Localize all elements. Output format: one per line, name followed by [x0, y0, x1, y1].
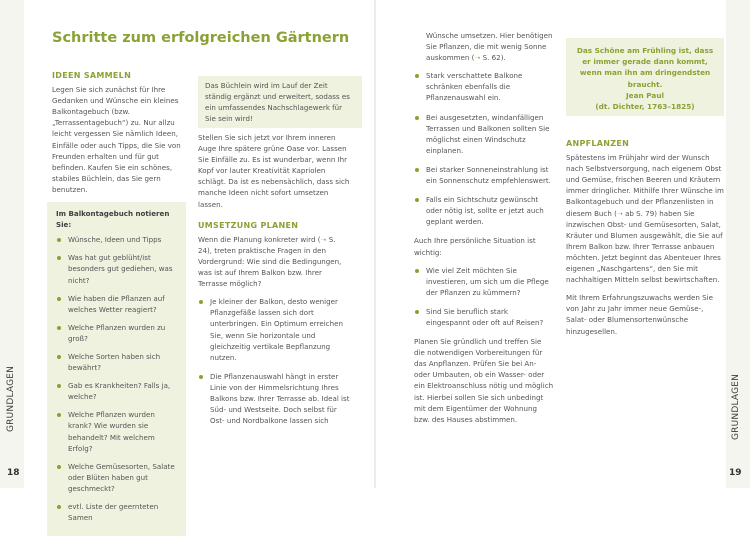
arrow-right-icon: ➝ [616, 208, 626, 218]
right-column-2 [566, 138, 724, 344]
right-column-1 [414, 30, 554, 432]
list-item: Falls ein Sichtschutz gewünscht oder nötig ist, sollte er jetzt auch geplant werden. [414, 194, 554, 227]
anpflanzen-paragraph-2: Mit Ihrem Erfahrungszuwachs werden Sie von Jahr zu Jahr immer neue Gemüse-, Salat- oder Blumensortenwünsche hinzugesellen. [566, 293, 713, 336]
quote-text: Das Schöne am Frühling ist, dass er immer gerade dann kommt, wenn man ihn am dringendsten braucht. [576, 46, 714, 89]
quote-box [566, 38, 724, 116]
list-item: Sind Sie beruflich stark eingespannt oder oft auf Reisen? [414, 306, 554, 328]
continuation-text [414, 30, 554, 63]
anpflanzen-paragraph-1 [566, 152, 724, 285]
anpflanzen-text-start: Spätestens im Frühjahr wird der Wunsch nach Selbstversorgung, nach eigenem Obst und Gemüse, frischen Beeren und Kräutern immer dringlicher. Mithilfe Ihrer Wünsche im Balkontagebuch und der Pflanzenlisten in diesem Buch ( [566, 153, 724, 218]
list-item: Welche Gemüsesorten, Salate oder Blüten haben gut geschmeckt? [56, 461, 178, 494]
anpflanzen-heading: ANPFLANZEN [566, 139, 630, 148]
umsetzung-text-start: Wenn die Planung konkreter wird ( [198, 234, 321, 244]
quote-author-note: (dt. Dichter, 1763–1825) [595, 102, 695, 112]
ideen-heading: IDEEN SAMMELN [52, 71, 132, 80]
ideen-paragraph: Legen Sie sich zunächst für Ihre Gedanken und Wünsche ein kleines Balkontagebuch (bzw. „Terrassentagebuch“) zu. Nur allzu leicht vergessen Sie nämlich Ideen, Einfälle oder auch Tipps, die Sie von Freunden erhalten und für gut befinden. Kaufen Sie ein schönes, stabiles Büchlein, das Sie gern benutzen. [52, 85, 181, 194]
closing-paragraph: Planen Sie gründlich und treffen Sie die notwendigen Vorbereitungen für das Anpflanzen. Prüfen Sie bei An- oder Umbauten, ob ein Wasser- oder ein Elektroanschluss nötig und möglich ist. Hierbei sollen Sie sich unbedingt mit dem Eigentümer der Wohnung bzw. des Hauses abstimmen. [414, 337, 554, 424]
list-item: Wünsche, Ideen und Tipps [56, 234, 178, 245]
tagebuch-list-box [47, 202, 186, 536]
list-item: Wie viel Zeit möchten Sie investieren, um sich um die Pflege der Pflanzen zu kümmern? [414, 265, 554, 298]
mid-paragraph: Stellen Sie sich jetzt vor Ihrem inneren Auge Ihre spätere grüne Oase vor. Lassen Sie Einfälle zu. Es ist wunderbar, wenn Ihr Kopf vor lauter Kreativität Kapriolen schlägt. Da ist es nebensächlich, dass sich manche Ideen nicht sofort umsetzen lassen. [198, 133, 350, 209]
quote-author: Jean Paul [625, 90, 665, 100]
left-section-label: GRUNDLAGEN [6, 365, 16, 432]
list-item: evtl. Liste der geernteten Samen [56, 501, 178, 523]
right-page-number: 19 [729, 468, 742, 478]
list-item: Bei starker Sonneneinstrahlung ist ein Sonnenschutz empfehlenswert. [414, 164, 554, 186]
list-item: Je kleiner der Balkon, desto weniger Pflanzgefäße lassen sich dort unterbringen. Ein Optimum erreichen Sie, wenn Sie horizontale und gleichzeitig vertikale Bepflanzung nutzen. [198, 296, 350, 363]
list-item: Gab es Krankheiten? Falls ja, welche? [56, 380, 178, 402]
umsetzung-text-end: ), treten praktische Fragen in den Vordergrund: Wie sind die Bedingungen, was ist auf Ihrem Balkon bzw. Ihrer Terrasse möglich? [198, 245, 342, 289]
list-item: Wie haben die Pflanzen auf welches Wetter reagiert? [56, 293, 178, 315]
list-item: Welche Sorten haben sich bewährt? [56, 351, 178, 373]
left-column-2 [198, 132, 350, 434]
list-item: Die Pflanzenauswahl hängt in erster Linie von der Himmelsrichtung Ihres Balkons bzw. Ihrer Terrasse ab. Ideal ist Süd- und Westseite. Doch selbst für Ost- und Nordbalkone lassen sich [198, 371, 350, 426]
umsetzung-paragraph [198, 234, 350, 289]
continuation-text-end: ). [500, 53, 506, 63]
list-item: Stark verschattete Balkone schränken ebenfalls die Pflanzenauswahl ein. [414, 70, 554, 103]
list-item: Welche Pflanzen wurden zu groß? [56, 322, 178, 344]
right-section-label: GRUNDLAGEN [731, 373, 741, 440]
page-gutter [374, 0, 376, 488]
left-page-number: 18 [7, 468, 20, 478]
arrow-right-icon: ➝ [320, 234, 329, 244]
list-item: Bei ausgesetzten, windanfälligen Terrassen und Balkonen sollten Sie möglichst einen Windschutz einplanen. [414, 112, 554, 156]
page-reference: S. 62 [482, 53, 501, 63]
page-headline: Schritte zum erfolgreichen Gärtnern [52, 30, 350, 46]
situation-list [414, 265, 554, 328]
note-text: Das Büchlein wird im Lauf der Zeit ständig ergänzt und erweitert, sodass es ein umfassendes Nachschlagewerk für Sie sein wird! [205, 81, 350, 124]
note-box [198, 76, 362, 128]
page-reference: S. 24 [198, 234, 336, 255]
continuation-text-start: Wünsche umsetzen. Hier benötigen Sie Pflanzen, die mit wenig Sonne auskommen ( [426, 31, 553, 63]
umsetzung-list [198, 296, 350, 426]
anpflanzen-text-end: ) haben Sie inzwischen Obst- und Gemüsesorten, Salat, Kräuter und Blumen ausgewählt, die Sie auf Ihrem Balkon bzw. Ihrer Terrasse anbauen möchten. Jetzt beginnt das Abenteuer Ihres eigenen „Naschgartens“, den Sie mit nachhaltigen Mitteln selbst bewirtschaften. [566, 208, 723, 285]
list-item: Welche Pflanzen wurden krank? Wie wurden sie behandelt? Mit welchem Erfolg? [56, 409, 178, 453]
tagebuch-list [56, 234, 178, 523]
situation-intro: Auch Ihre persönliche Situation ist wichtig: [414, 236, 536, 257]
arrow-right-icon: ➝ [474, 53, 483, 63]
page-reference: ab S. 79 [625, 208, 655, 218]
left-column-1 [52, 70, 186, 536]
list-item: Was hat gut geblüht/ist besonders gut gediehen, was nicht? [56, 252, 178, 285]
conditions-list [414, 70, 554, 227]
umsetzung-heading: UMSETZUNG PLANEN [198, 220, 299, 230]
list-box-title: Im Balkontagebuch notieren Sie: [56, 209, 170, 230]
